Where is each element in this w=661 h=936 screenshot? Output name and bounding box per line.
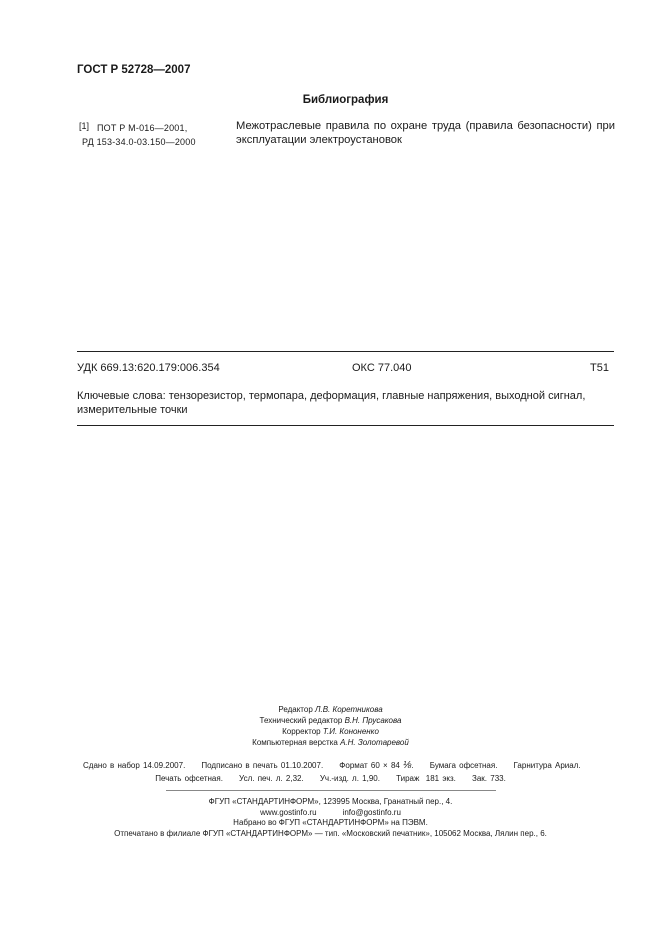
credit-role: Технический редактор bbox=[259, 716, 343, 725]
reference-text: Межотраслевые правила по охране труда (правила безопасности) при эксплуатации электроустановок bbox=[236, 120, 615, 146]
credit-line bbox=[0, 715, 661, 726]
document-code: ГОСТ Р 52728—2007 bbox=[77, 64, 191, 76]
reference-number: [1] bbox=[79, 121, 90, 131]
publisher-address: ФГУП «СТАНДАРТИНФОРМ», 123995 Москва, Гранатный пер., 4. bbox=[208, 797, 453, 806]
print-info-line-1 bbox=[83, 760, 611, 771]
bibliography-title: Библиография bbox=[302, 94, 389, 106]
credit-role: Компьютерная верстка bbox=[252, 738, 338, 747]
print-info-part: . Бумага офсетная. Гарнитура Ариал. bbox=[411, 761, 581, 770]
credit-name: В.Н. Прусакова bbox=[344, 716, 402, 725]
credit-role: Корректор bbox=[282, 727, 321, 736]
keywords-block bbox=[77, 389, 614, 417]
oks-code: ОКС 77.040 bbox=[352, 362, 412, 374]
reference-codes bbox=[82, 121, 196, 149]
divider-bottom bbox=[77, 425, 614, 426]
reference-code: РД 153-34.0-03.150—2000 bbox=[82, 137, 196, 147]
reference-code: ПОТ Р М-016—2001, bbox=[97, 123, 188, 133]
credit-name: Л.В. Коретникова bbox=[315, 705, 383, 714]
classification-code: Т51 bbox=[590, 362, 609, 374]
publisher-email: info@gostinfo.ru bbox=[342, 807, 401, 817]
keywords-label: Ключевые слова: bbox=[77, 390, 166, 402]
publisher-block bbox=[0, 797, 661, 839]
credit-name: Т.И. Кононенко bbox=[322, 727, 379, 736]
publisher-contacts bbox=[0, 808, 661, 819]
publisher-typeset: Набрано во ФГУП «СТАНДАРТИНФОРМ» на ПЭВМ. bbox=[233, 818, 428, 827]
divider-top bbox=[77, 351, 614, 352]
credit-line bbox=[0, 704, 661, 715]
credit-role: Редактор bbox=[278, 705, 313, 714]
udk-code: УДК 669.13:620.179:006.354 bbox=[77, 362, 220, 374]
print-info-part: Сдано в набор 14.09.2007. Подписано в печать 01.10.2007. Формат 60 × 84 bbox=[83, 761, 400, 770]
format-fraction: ⅛ bbox=[403, 760, 412, 771]
credits-block bbox=[0, 704, 661, 748]
credit-line bbox=[0, 726, 661, 737]
publisher-divider bbox=[166, 790, 496, 791]
print-info-line-2: Печать офсетная. Усл. печ. л. 2,32. Уч.-изд. л. 1,90. Тираж 181 экз. Зак. 733. bbox=[155, 774, 506, 783]
credit-line bbox=[0, 737, 661, 748]
publisher-printed: Отпечатано в филиале ФГУП «СТАНДАРТИНФОРМ» — тип. «Московский печатник», 105062 Москва, Лялин пер., 6. bbox=[114, 828, 547, 838]
keywords-text: тензорезистор, термопара, деформация, главные напряжения, выходной сигнал, измерительные точки bbox=[77, 390, 586, 416]
credit-name: А.Н. Золотаревой bbox=[340, 738, 409, 747]
publisher-website: www.gostinfo.ru bbox=[260, 807, 317, 817]
